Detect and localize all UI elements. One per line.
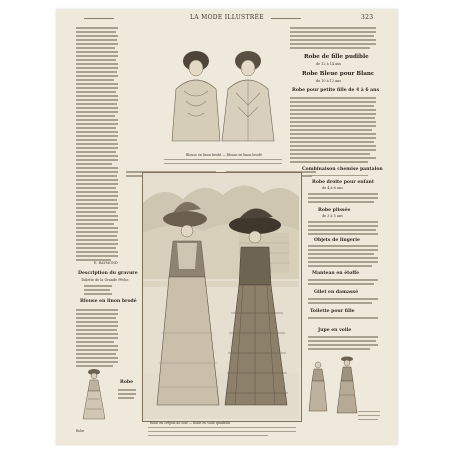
main-fashion-plate	[143, 173, 299, 419]
child-dress-illustration-right-b	[336, 355, 358, 415]
blouse-heading: Blouse en linon brodé	[80, 299, 137, 304]
heading-robe-plissee: Robe plissée	[318, 208, 351, 213]
blouse-caption: Blouse en linon brodé — Blouse en linon brodé	[186, 153, 262, 157]
age-2: de 10 à 12 ans	[316, 79, 342, 83]
heading-robe-fille: Robe de fille pudible	[304, 54, 369, 60]
child-dress-illustration-right-a	[308, 359, 328, 413]
heading-petite-fille: Robe pour petite fille de 4 à 6 ans	[292, 88, 380, 93]
robe-heading: Robe	[120, 380, 134, 385]
heading-toilette: Toilette pour fille	[310, 309, 355, 314]
heading-manteau: Manteau en étoffe	[312, 271, 360, 276]
heading-gilet: Gilet en damassé	[314, 290, 359, 295]
description-heading: Description du gravure	[78, 271, 138, 276]
heading-lingerie: Objets de lingerie	[314, 238, 360, 243]
header-ornament-left	[84, 18, 114, 19]
age-1: de 12 à 14 ans	[316, 62, 342, 66]
page-title: LA MODE ILLUSTRÉE	[190, 14, 264, 21]
page-number: 323	[361, 14, 374, 21]
child-dress-illustration-left	[80, 367, 108, 423]
child-dress-caption: Robe	[76, 429, 85, 433]
heading-robe-droite: Robe droite pour enfant	[312, 180, 375, 185]
age-3: de 4 à 6 ans	[322, 186, 343, 190]
description-subheading: Toilette de la Grande Pêche	[81, 278, 129, 282]
blouse-illustration	[164, 41, 282, 151]
heading-robe-bleue: Robe Bleue pour Blanc	[302, 71, 375, 77]
header-ornament-right	[271, 18, 301, 19]
age-4: de 3 à 5 ans	[322, 214, 343, 218]
heading-jupe: Jupe en voile	[318, 328, 352, 333]
magazine-page	[56, 9, 398, 445]
heading-combinaison: Combinaison chemise pantalon	[302, 167, 383, 172]
main-caption: Robe en crépon de soie — Robe en voile quadrillé	[150, 421, 231, 425]
signature: E. RAYMOND	[94, 261, 118, 265]
